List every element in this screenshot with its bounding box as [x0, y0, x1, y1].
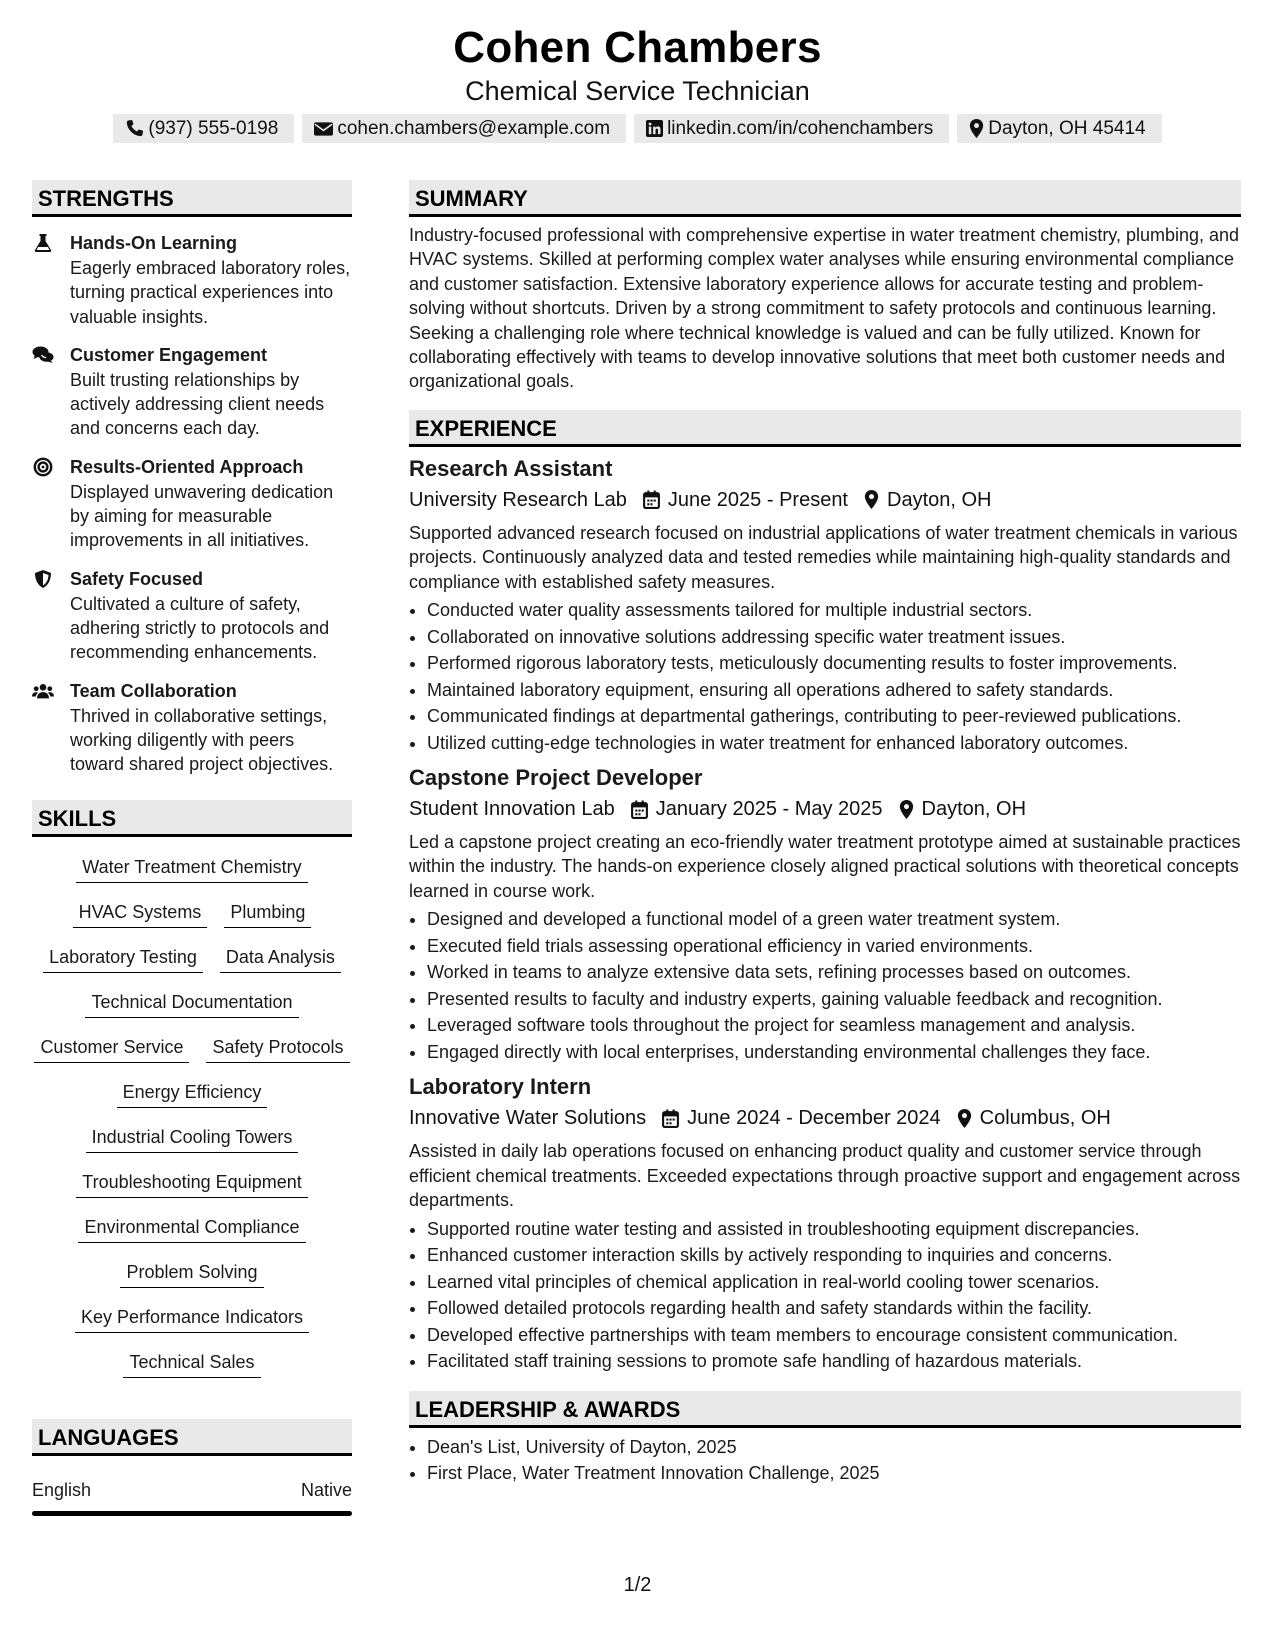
map-pin-icon — [899, 800, 914, 819]
contact-location[interactable] — [957, 114, 1161, 143]
job-meta — [409, 796, 1241, 822]
target-icon — [32, 457, 54, 477]
job-bullet: • Utilized cutting-edge technologies in water treatment for enhanced laboratory outcomes. — [427, 730, 1241, 757]
candidate-name: Cohen Chambers — [453, 23, 822, 72]
job-organization: University Research Lab — [409, 488, 627, 511]
job-bullet: • Designed and developed a functional model of a green water treatment system. — [427, 906, 1241, 933]
right-column — [409, 180, 1241, 1487]
flask-icon — [32, 233, 54, 253]
linkedin-icon — [646, 120, 663, 137]
job-description: Led a capstone project creating an eco-friendly water treatment prototype aimed at sustainable practices within the industry. The hands-on experience closely aligned practical solutions with theoretical concepts learned in course work. — [409, 832, 1241, 901]
skill-tag: Key Performance Indicators — [75, 1305, 309, 1333]
experience-heading: EXPERIENCE — [409, 410, 1241, 447]
skill-tag: Technical Sales — [123, 1350, 260, 1378]
strength-item — [32, 679, 352, 777]
strength-item — [32, 231, 352, 329]
job-bullet: • Enhanced customer interaction skills by actively responding to inquiries and concerns. — [427, 1242, 1241, 1269]
users-icon — [32, 681, 54, 701]
language-item — [32, 1480, 352, 1501]
job-meta — [409, 487, 1241, 513]
skill-tag: Industrial Cooling Towers — [86, 1125, 299, 1153]
job-bullet: • Followed detailed protocols regarding health and safety standards within the facility. — [427, 1295, 1241, 1322]
summary-heading: SUMMARY — [409, 180, 1241, 217]
job-bullet: • Facilitated staff training sessions to promote safe handling of hazardous materials. — [427, 1348, 1241, 1375]
strength-title: Safety Focused — [70, 568, 204, 589]
job-bullet: • Learned vital principles of chemical application in real-world cooling tower scenarios. — [427, 1269, 1241, 1296]
contact-linkedin[interactable] — [634, 114, 949, 143]
job-description: Assisted in daily lab operations focused on enhancing product quality and customer service through efficient chemical treatments. Exceeded expectations through proactive support and engagement across departments. — [409, 1141, 1241, 1211]
job-title: Research Assistant — [409, 455, 613, 481]
resume-header — [0, 22, 1275, 108]
skill-tag: Water Treatment Chemistry — [76, 855, 307, 883]
skill-row — [32, 1117, 352, 1162]
contact-phone[interactable] — [113, 114, 294, 143]
strength-description: Displayed unwavering dedication by aiming for measurable improvements in all initiatives. — [70, 481, 334, 551]
language-level: Native — [300, 1480, 352, 1501]
contact-email[interactable] — [302, 114, 626, 143]
contact-location-text: Dayton, OH 45414 — [988, 117, 1146, 139]
job-description: Supported advanced research focused on industrial applications of water treatment chemicals in various projects. Continuously analyzed data and tested remedies while maintaining high-quality standards and compliance with established safety measures. — [409, 522, 1238, 592]
phone-icon — [125, 119, 144, 138]
map-pin-icon — [864, 490, 879, 509]
job-bullet: • Leveraged software tools throughout the project for seamless management and analysis. — [427, 1012, 1241, 1039]
candidate-title: Chemical Service Technician — [465, 76, 810, 106]
job-bullet: • Executed field trials assessing operational efficiency in varied environments. — [427, 933, 1241, 960]
calendar-icon — [662, 1109, 679, 1128]
skill-tag: Environmental Compliance — [78, 1215, 305, 1243]
envelope-icon — [314, 121, 333, 137]
awards-list — [409, 1434, 1241, 1487]
job-bullet: • Supported routine water testing and assisted in troubleshooting equipment discrepancies. — [427, 1216, 1241, 1243]
job-entry — [409, 455, 1241, 756]
skill-tag: Troubleshooting Equipment — [76, 1170, 307, 1198]
language-name: English — [32, 1480, 92, 1501]
strength-title: Team Collaboration — [70, 680, 237, 701]
job-dates: January 2025 - May 2025 — [655, 798, 883, 821]
job-bullet: • Engaged directly with local enterprises, understanding environmental challenges they face. — [427, 1039, 1241, 1066]
job-bullet: • Presented results to faculty and industry experts, gaining valuable feedback and recognition. — [427, 986, 1241, 1013]
job-title: Laboratory Intern — [409, 1074, 592, 1100]
skills-heading: SKILLS — [32, 800, 352, 837]
skill-tag: Technical Documentation — [85, 990, 298, 1018]
job-bullet: • Performed rigorous laboratory tests, meticulously documenting results to foster improvements. — [427, 650, 1241, 677]
skill-row — [32, 1162, 352, 1207]
skill-row — [32, 847, 352, 892]
strength-description: Built trusting relationships by actively addressing client needs and concerns each day. — [70, 369, 325, 439]
skill-tag: Plumbing — [224, 900, 311, 928]
strengths-heading: STRENGTHS — [32, 180, 352, 217]
strength-title: Customer Engagement — [70, 344, 268, 365]
strength-item — [32, 567, 352, 665]
skill-row — [32, 1297, 352, 1342]
skill-row — [32, 1342, 352, 1387]
job-bullets — [409, 906, 1241, 1065]
skill-tag: Laboratory Testing — [43, 945, 203, 973]
contact-bar — [0, 114, 1275, 143]
skill-tag: Energy Efficiency — [117, 1080, 268, 1108]
skill-row — [32, 1252, 352, 1297]
job-bullet: • Conducted water quality assessments tailored for multiple industrial sectors. — [427, 597, 1241, 624]
awards-heading: LEADERSHIP & AWARDS — [409, 1391, 1241, 1428]
summary-text: Industry-focused professional with comprehensive expertise in water treatment chemistry, plumbing, and HVAC systems. Skilled at performing complex water analyses while ensuring environmental compliance and customer satisfaction. Extensive laboratory experience allows for accurate testing and problem-solving without shortcuts. Driven by a strong commitment to safety protocols and continuous learning. Seeking a challenging role where technical knowledge is valued and can be fully utilized. Known for collaborating effectively with teams to develop innovative solutions that meet both customer needs and organizational goals. — [409, 225, 1240, 392]
job-organization: Student Innovation Lab — [409, 798, 615, 821]
languages-heading: LANGUAGES — [32, 1419, 352, 1456]
award-item: • Dean's List, University of Dayton, 2025 — [427, 1434, 1241, 1461]
award-item: • First Place, Water Treatment Innovation Challenge, 2025 — [427, 1460, 1241, 1487]
job-organization: Innovative Water Solutions — [409, 1107, 647, 1130]
job-bullet: • Worked in teams to analyze extensive data sets, refining processes based on outcomes. — [427, 959, 1241, 986]
job-bullet: • Collaborated on innovative solutions addressing specific water treatment issues. — [427, 624, 1241, 651]
contact-linkedin-text: linkedin.com/in/cohenchambers — [667, 117, 934, 139]
skill-tag: Safety Protocols — [206, 1035, 349, 1063]
calendar-icon — [643, 490, 660, 509]
skills-list — [32, 837, 352, 1387]
page-number: 1/2 — [623, 1574, 652, 1596]
job-dates: June 2024 - December 2024 — [687, 1107, 941, 1130]
left-column — [32, 180, 352, 1516]
job-meta — [409, 1105, 1241, 1131]
skill-row — [32, 982, 352, 1027]
strength-item — [32, 455, 352, 553]
job-bullet: • Developed effective partnerships with team members to encourage consistent communication. — [427, 1322, 1241, 1349]
strength-title: Results-Oriented Approach — [70, 456, 304, 477]
contact-email-text: cohen.chambers@example.com — [337, 117, 611, 139]
skill-tag: Customer Service — [34, 1035, 189, 1063]
skill-tag: Problem Solving — [120, 1260, 263, 1288]
strength-description: Eagerly embraced laboratory roles, turning practical experiences into valuable insights. — [70, 258, 351, 327]
skill-tag: Data Analysis — [220, 945, 341, 973]
skill-tag: HVAC Systems — [73, 900, 208, 928]
contact-phone-text: (937) 555-0198 — [148, 117, 279, 139]
shield-icon — [32, 569, 54, 589]
strength-description: Thrived in collaborative settings, working diligently with peers toward shared project objectives. — [70, 705, 334, 775]
skill-row — [32, 937, 352, 982]
job-bullets — [409, 1216, 1241, 1375]
job-bullet: • Maintained laboratory equipment, ensuring all operations adhered to safety standards. — [427, 677, 1241, 704]
job-title: Capstone Project Developer — [409, 765, 703, 791]
skill-row — [32, 1072, 352, 1117]
job-location: Dayton, OH — [921, 798, 1027, 821]
job-bullets — [409, 597, 1241, 756]
map-pin-icon — [957, 1109, 972, 1128]
job-entry — [409, 764, 1241, 1065]
skill-row — [32, 892, 352, 937]
job-entry — [409, 1073, 1241, 1374]
strength-description: Cultivated a culture of safety, adhering strictly to protocols and recommending enhancements. — [70, 593, 330, 663]
job-location: Columbus, OH — [979, 1107, 1111, 1130]
strength-title: Hands-On Learning — [70, 233, 238, 253]
job-dates: June 2025 - Present — [667, 488, 848, 511]
job-location: Dayton, OH — [887, 488, 992, 511]
language-proficiency-bar — [32, 1511, 352, 1516]
calendar-icon — [631, 800, 648, 819]
job-bullet: • Communicated findings at departmental gatherings, contributing to peer-reviewed publications. — [427, 703, 1241, 730]
strength-item — [32, 343, 352, 441]
map-pin-icon — [969, 119, 984, 138]
comments-icon — [32, 345, 54, 365]
skill-row — [32, 1027, 352, 1072]
skill-row — [32, 1207, 352, 1252]
